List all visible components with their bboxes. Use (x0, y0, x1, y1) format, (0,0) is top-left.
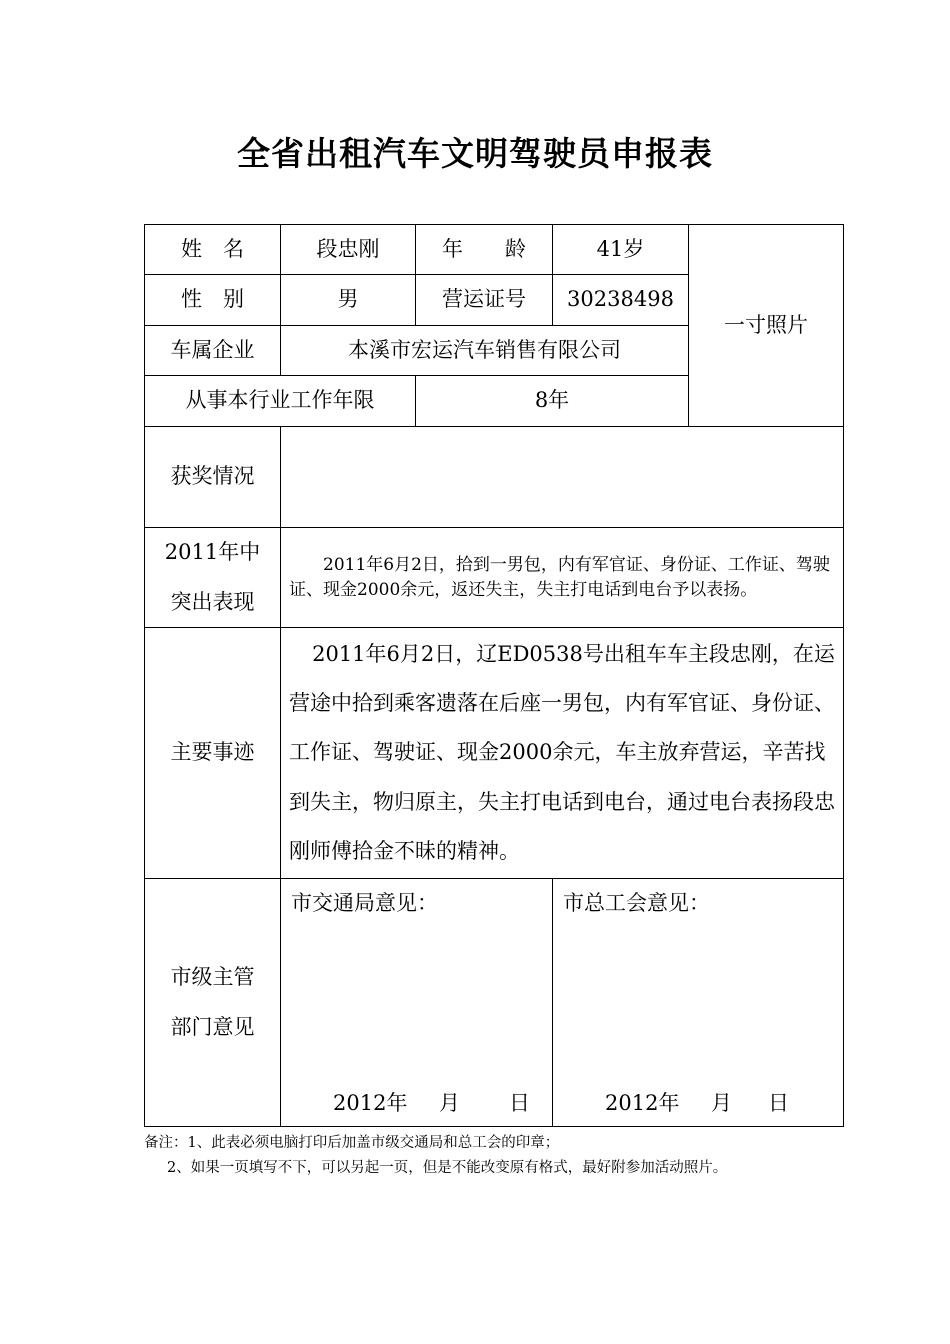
gender-value: 男 (281, 275, 416, 326)
dept-label-line1: 市级主管 (170, 965, 255, 990)
union-date-year: 2012年 (605, 1091, 680, 1115)
performance-cell (281, 528, 844, 628)
company-value: 本溪市宏运汽车销售有限公司 (281, 326, 689, 376)
dept-label-line2: 部门意见 (170, 1014, 255, 1039)
footnote-2: 2、如果一页填写不下，可以另起一页，但是不能改变原有格式，最好附参加活动照片。 (167, 1160, 728, 1176)
performance-value: 2011年6月2日，拾到一男包，内有军官证、身份证、工作证、驾驶证、现金2000余元，返还失主，失主打电话到电台予以表扬。 (289, 554, 830, 600)
union-date-month: 月 (711, 1091, 732, 1115)
company-label: 车属企业 (145, 326, 281, 376)
photo-placeholder: 一寸照片 (689, 225, 844, 427)
application-form (144, 224, 844, 1127)
union-opinion-label: 市总工会意见： (563, 891, 710, 915)
union-opinion-cell (553, 879, 844, 1127)
age-label: 年 龄 (416, 225, 553, 275)
performance-label-line2: 突出表现 (170, 589, 255, 614)
performance-label (145, 528, 281, 628)
performance-label-line1: 2011年中 (164, 540, 261, 565)
transport-opinion-label: 市交通局意见： (291, 891, 438, 915)
union-date-day: 日 (768, 1091, 789, 1115)
license-label: 营运证号 (416, 275, 553, 326)
dept-opinion-label (145, 879, 281, 1127)
deeds-value: 2011年6月2日，辽ED0538号出租车车主段忠刚，在运营途中拾到乘客遗落在后座一男包，内有军官证、身份证、工作证、驾驶证、现金2000余元，车主放弃营运，辛苦找到失主，物归原主，失主打电话到电台，通过电台表扬段忠刚师傅拾金不昧的精神。 (289, 641, 835, 864)
name-value: 段忠刚 (281, 225, 416, 275)
footnotes (144, 1131, 864, 1181)
gender-label: 性 别 (145, 275, 281, 326)
awards-value (281, 427, 844, 528)
footnote-1: 备注：1、此表必须电脑打印后加盖市级交通局和总工会的印章； (144, 1135, 560, 1151)
license-value: 30238498 (553, 275, 689, 326)
transport-date-day: 日 (509, 1091, 530, 1115)
age-value: 41岁 (553, 225, 689, 275)
transport-date-month: 月 (439, 1091, 460, 1115)
awards-label: 获奖情况 (145, 427, 281, 528)
name-label: 姓 名 (145, 225, 281, 275)
page-title: 全省出租汽车文明驾驶员申报表 (237, 134, 713, 173)
years-label: 从事本行业工作年限 (145, 376, 416, 427)
transport-date-year: 2012年 (333, 1091, 408, 1115)
years-value: 8年 (416, 376, 689, 427)
transport-opinion-cell (281, 879, 553, 1127)
deeds-label: 主要事迹 (145, 628, 281, 879)
deeds-cell (281, 628, 844, 879)
